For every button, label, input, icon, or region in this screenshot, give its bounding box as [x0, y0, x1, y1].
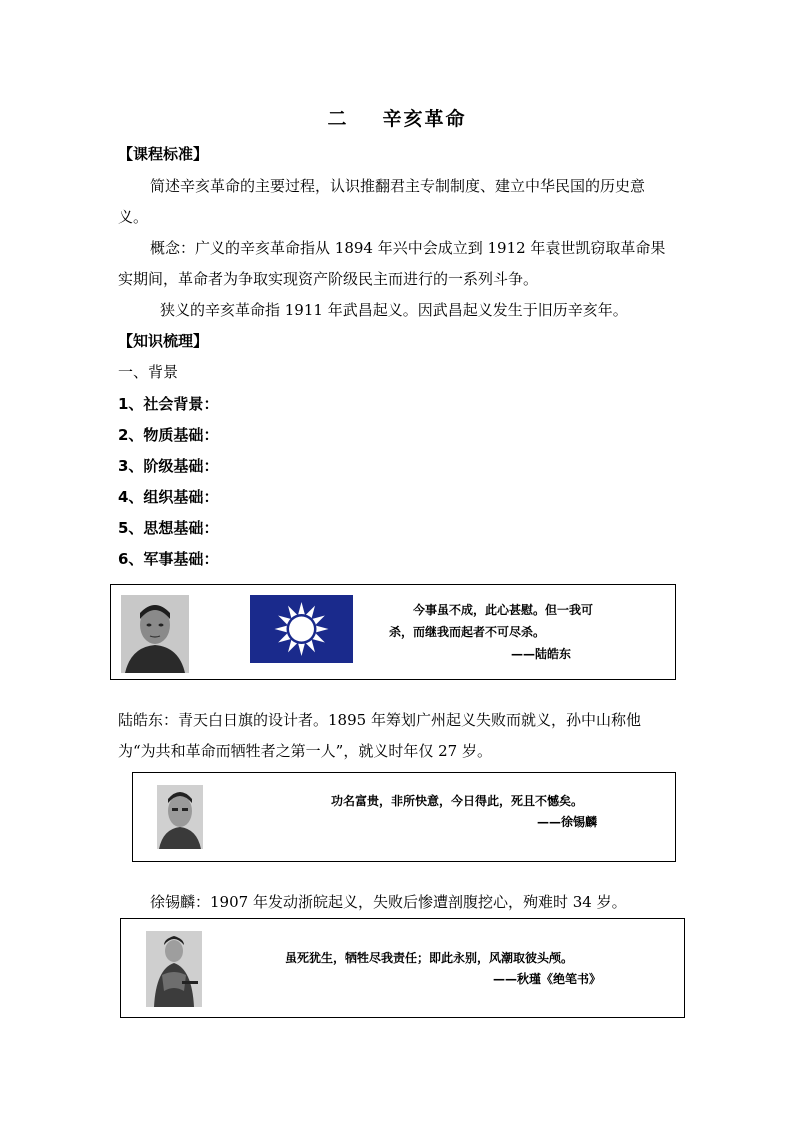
- quote-box-xu: [132, 772, 676, 862]
- paragraph-lu-line2: 为“为共和革命而牺牲者之第一人”，就义时年仅 27 岁。: [118, 742, 492, 760]
- quote-box-lu: [110, 584, 676, 680]
- list-item: 5、思想基础：: [118, 519, 219, 537]
- quote-qiu-author: ——秋瑾《绝笔书》: [493, 972, 602, 986]
- paragraph-concept-line1: 概念：广义的辛亥革命指从 1894 年兴中会成立到 1912 年袁世凯窃取革命果: [150, 239, 666, 257]
- title-text: 辛亥革命: [382, 108, 467, 130]
- quote-lu-line1: 今事虽不成，此心甚慰。但一我可: [413, 603, 594, 617]
- list-item: 2、物质基础：: [118, 426, 219, 444]
- portrait-qiu-jin: [146, 931, 202, 1007]
- paragraph-narrow-definition: 狭义的辛亥革命指 1911 年武昌起义。因武昌起义发生于旧历辛亥年。: [160, 301, 628, 319]
- blue-sky-white-sun-flag: [250, 595, 353, 663]
- quote-lu-line2: 杀，而继我而起者不可尽杀。: [389, 625, 546, 639]
- background-heading: 一、背景: [118, 363, 179, 381]
- list-item: 3、阶级基础：: [118, 457, 219, 475]
- paragraph-concept-line2: 实期间，革命者为争取实现资产阶级民主而进行的一系列斗争。: [118, 270, 539, 288]
- list-item: 1、社会背景：: [118, 395, 219, 413]
- portrait-xu-xilin: [157, 785, 203, 849]
- paragraph-standard-line2: 义。: [118, 208, 149, 226]
- portrait-lu-haodong: [121, 595, 189, 673]
- quote-lu-author: ——陆皓东: [511, 647, 572, 661]
- quote-xu-author: ——徐锡麟: [537, 815, 598, 829]
- title-number: 二: [327, 108, 349, 130]
- page-title: [0, 104, 794, 131]
- paragraph-lu-line1: 陆皓东：青天白日旗的设计者。1895 年筹划广州起义失败而就义，孙中山称他: [118, 711, 641, 729]
- list-item: 6、军事基础：: [118, 550, 219, 568]
- quote-box-qiu: [120, 918, 685, 1018]
- list-item: 4、组织基础：: [118, 488, 219, 506]
- section-heading-knowledge: 【知识梳理】: [118, 332, 209, 350]
- quote-qiu-line1: 虽死犹生，牺牲尽我责任；即此永别，风潮取彼头颅。: [285, 951, 574, 965]
- quote-xu-line1: 功名富贵，非所快意，今日得此，死且不憾矣。: [331, 794, 584, 808]
- paragraph-standard-line1: 简述辛亥革命的主要过程，认识推翻君主专制制度、建立中华民国的历史意: [150, 177, 646, 195]
- paragraph-xu: 徐锡麟：1907 年发动浙皖起义，失败后惨遭剖腹挖心，殉难时 34 岁。: [150, 893, 627, 911]
- section-heading-standard: 【课程标准】: [118, 145, 209, 163]
